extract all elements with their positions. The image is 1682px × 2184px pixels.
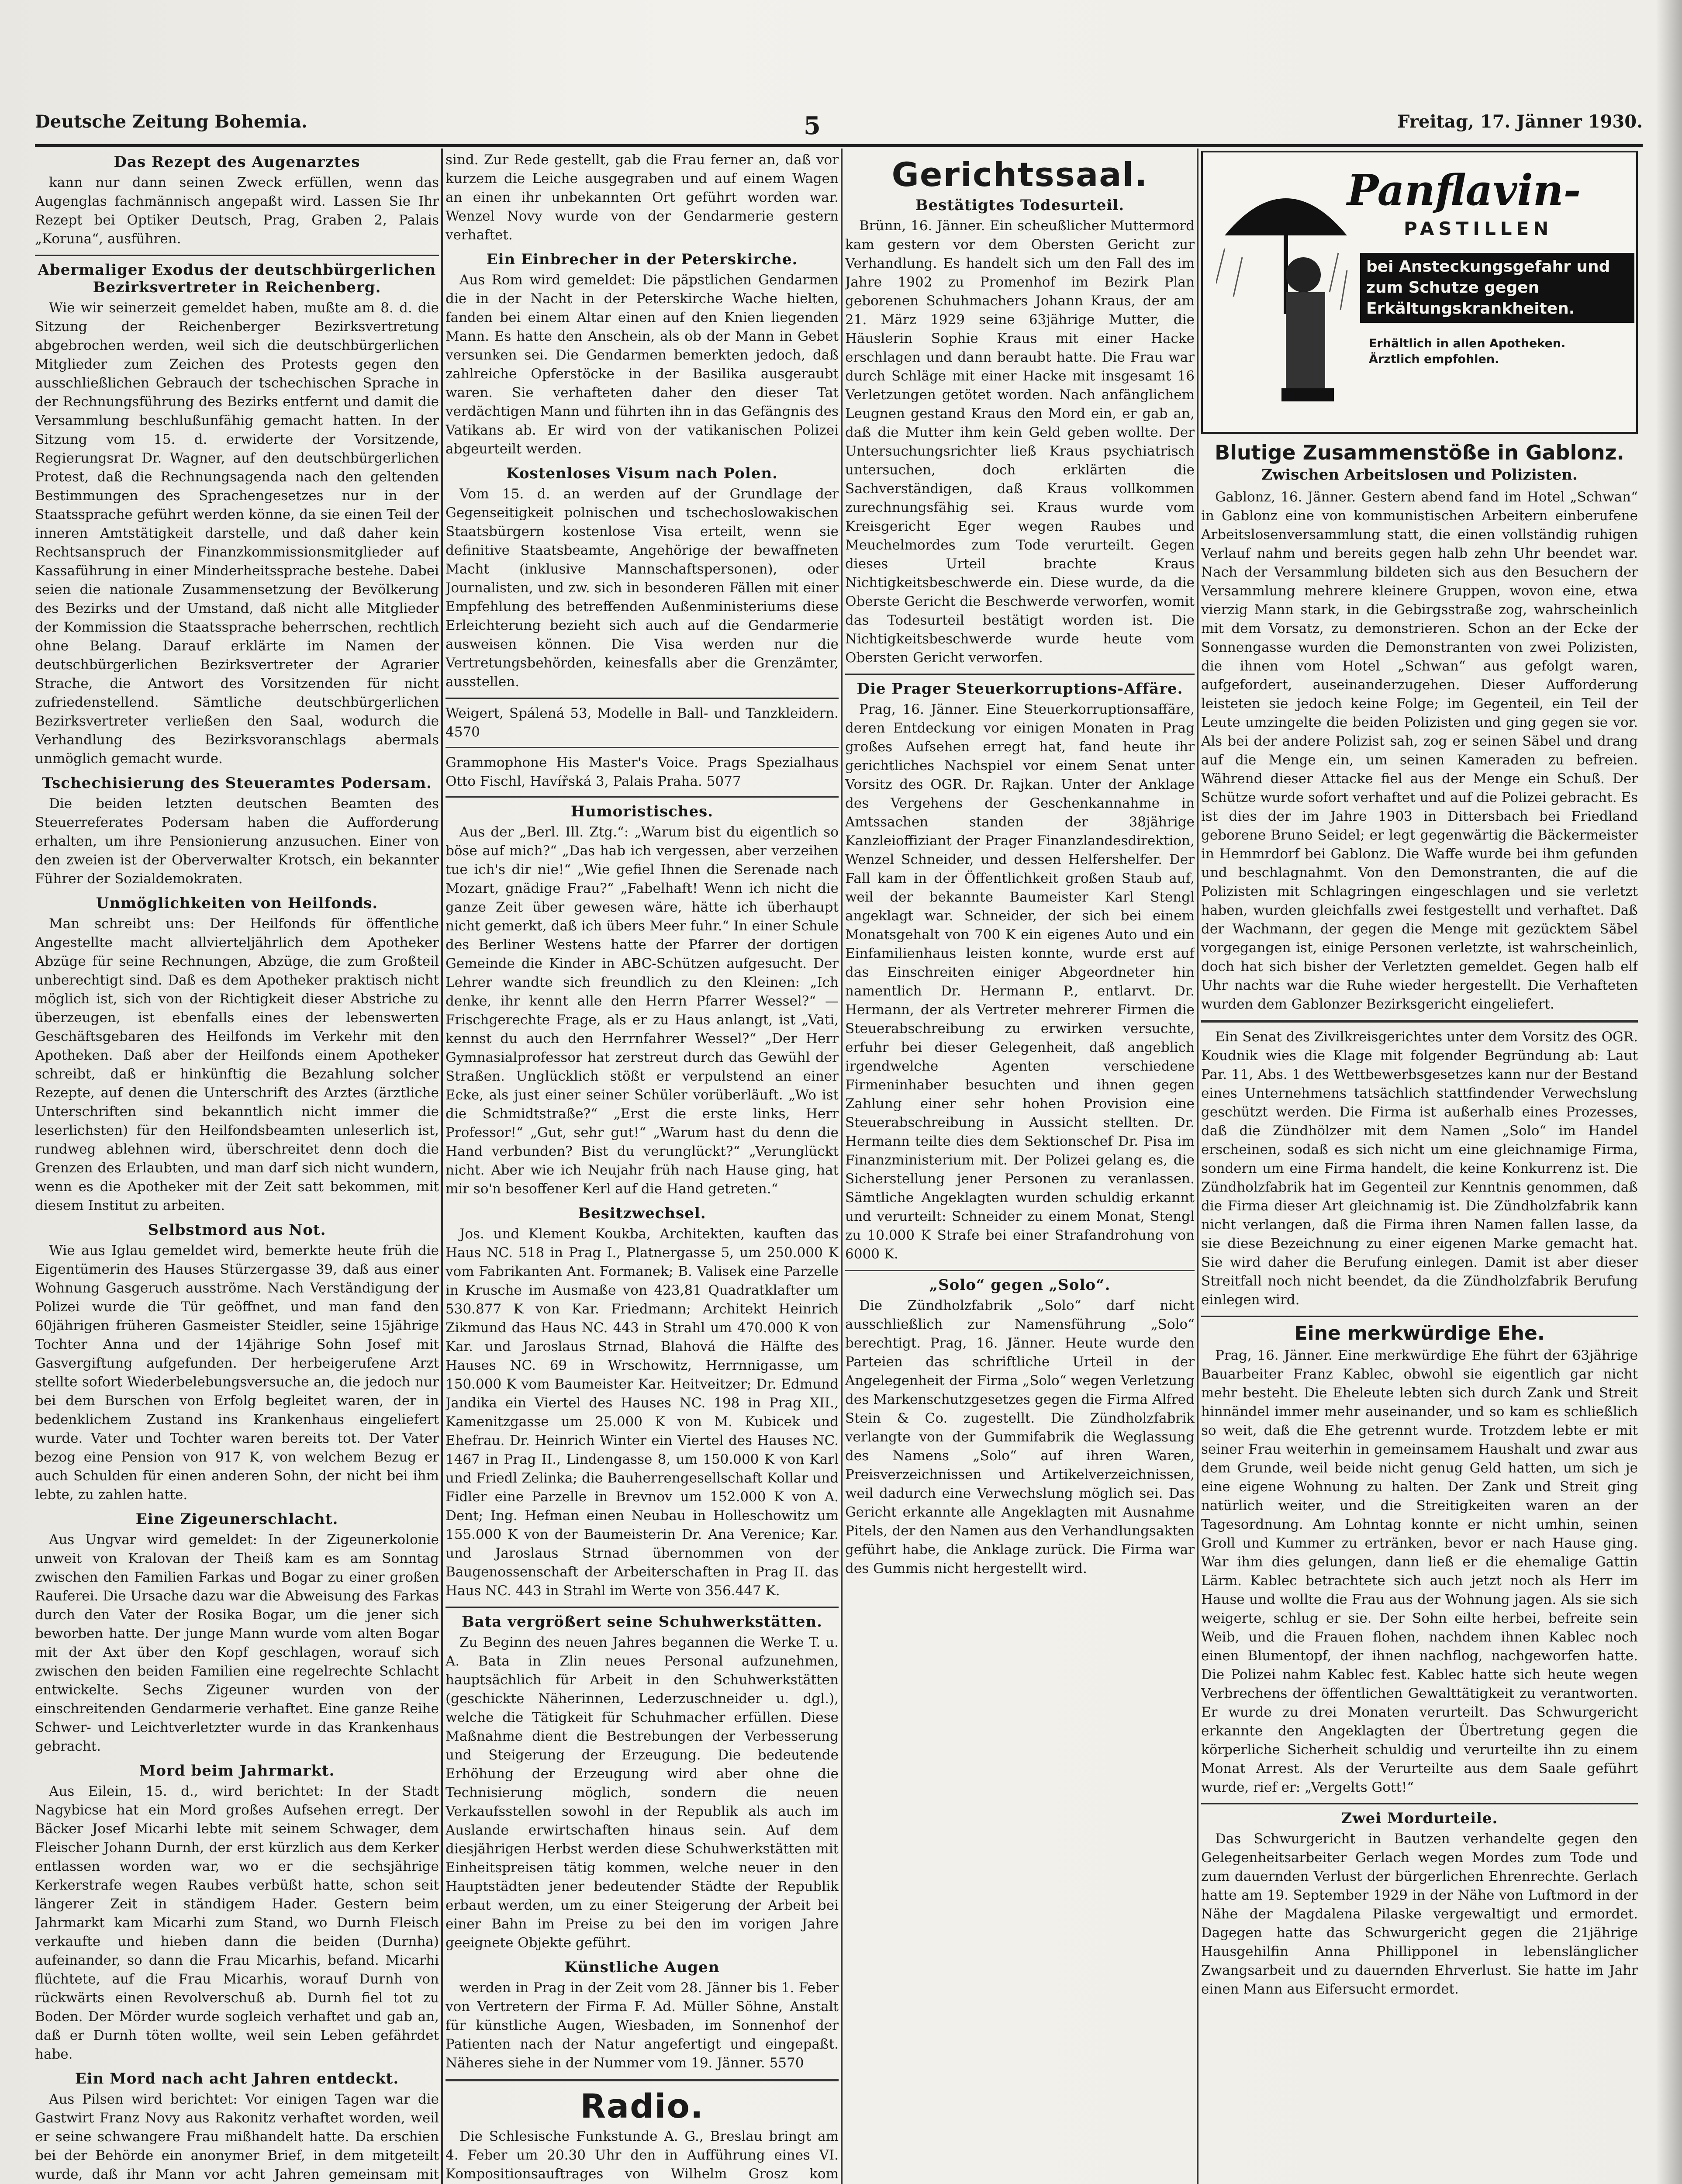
ad-product-type: PASTILLEN bbox=[1404, 218, 1553, 239]
article-text: Aus Ungvar wird gemeldet: In der Zigeunerkolonie unweit von Kralovan der Theiß kam es am Sonntag zwischen den Familien Farkas und Bogar zu einer großen Rauferei. Die Ursache dazu war die Abweisung des Farkas durch den Vater der Rosika Bogar, um die jener sich beworben hatte. Der junge Mann wurde vom alten Bogar mit der Axt über den Kopf geschlagen, worauf sich zwischen den beiden Familien eine regelrechte Schlacht entwickelte. Sechs Zigeuner wurden von der einschreitenden Gendarmerie verhaftet. Eine ganze Reihe Schwer- und Leichtverletzter wurde in das Krankenhaus gebracht. bbox=[35, 1532, 439, 1754]
article-text: Die Zündholzfabrik „Solo“ darf nicht ausschließlich zur Namensführung „Solo“ berechtigt. Prag, 16. Jänner. Heute wurde den Parteien das schriftliche Urteil in der Angelegenheit der Firma „Solo“ wegen Verletzung des Markenschutzgesetzes gegen die Firma Alfred Stein & Co. zugestellt. Die Zündholzfabrik verlangte von der Gummifabrik die Weglassung des Namens „Solo“ auf ihren Waren, Preisverzeichnissen und Artikelverzeichnissen, weil dadurch eine Verwechslung möglich sei. Das Gericht erkannte alle Angeklagten mit Ausnahme Pitels, der den Namen aus den Verhandlungsakten geführt habe, die Anklage zurück. Die Firma war des Gummis nicht hergestellt wird. bbox=[845, 1298, 1195, 1576]
article-text: Aus Pilsen wird berichtet: Vor einigen Tagen war die Gastwirt Franz Novy aus Rakonitz verhaftet worden, weil er seine schwangere Frau mißhandelt hatte. Da erschien bei der Behörde ein anonymer Brief, in dem mitgeteilt wurde, daß ihr Mann vor acht Jahren gemeinsam mit bbox=[35, 2091, 439, 2182]
article-title: Mord beim Jahrmarkt. bbox=[139, 1762, 335, 1780]
article-title: Bata vergrößert seine Schuhwerkstätten. bbox=[461, 1613, 823, 1631]
article bbox=[446, 151, 839, 245]
article-text: Die Schlesische Funkstunde A. G., Breslau bringt am 4. Feber um 20.30 Uhr den in Aufführung eines VI. Kompositionsauftrages von Wilhelm Grosz kom bbox=[446, 2129, 839, 2182]
article bbox=[845, 197, 1195, 667]
article-title: Zwei Mordurteile. bbox=[1341, 1810, 1498, 1827]
column-3 bbox=[845, 151, 1195, 2184]
gerichtssaal-heading: Gerichtssaal. bbox=[891, 155, 1148, 194]
article bbox=[1201, 488, 1638, 1014]
divider bbox=[446, 2079, 839, 2081]
article bbox=[1201, 1028, 1638, 1310]
masthead-left: Deutsche Zeitung Bohemia. bbox=[35, 111, 307, 132]
article bbox=[1201, 1810, 1638, 1999]
article-headline: Eine merkwürdige Ehe. bbox=[1294, 1322, 1545, 1344]
ad-brand-name: Panflavin- bbox=[1347, 166, 1581, 215]
header-rule bbox=[35, 144, 1643, 147]
column-rule-2 bbox=[841, 149, 843, 2184]
article bbox=[35, 895, 439, 1215]
article-text: Aus Rom wird gemeldet: Die päpstlichen Gendarmen die in der Nacht in der Peterskirche Wache hielten, fanden bei einem Altar einen auf den Knien liegenden Mann. Es hatte den Anschein, als ob der Mann in Gebet versunken sei. Die Gendarmen bemerkten jedoch, daß zahlreiche Opferstöcke in der Basilika ausgeraubt waren. Sie verhafteten daher den dieser Tat verdächtigen Mann und führten ihn in das Gefängnis des Vatikans ab. Er wird von der vatikanischen Polizei abgeurteilt werden. bbox=[446, 272, 839, 457]
classified-ad: Weigert, Spálená 53, Modelle in Ball- und Tanzkleidern. 4570 bbox=[446, 705, 839, 740]
article-text: Vom 15. d. an werden auf der Grundlage der Gegenseitigkeit polnischen und tschechoslowakischen Staatsbürgern kostenlose Visa erteilt, wenn sie definitive Staatsbeamte, Angehörige der bewaffneten Macht (inklusive Mannschaftspersonen), oder Journalisten, und zw. sich in besonderen Fällen mit einer Empfehlung des betreffenden Außenministeriums diese Erleichterung bezieht sich auch auf die Gendarmerie ausweisen können. Die Visa werden nur die Vertretungsbehörden, keinesfalls aber die Grenzämter, ausstellen. bbox=[446, 486, 839, 690]
article bbox=[35, 153, 439, 249]
radio-article bbox=[446, 2127, 839, 2184]
article-text: Ein Senat des Zivilkreisgerichtes unter dem Vorsitz des OGR. Koudnik wies die Klage mit folgender Begründung ab: Laut Par. 11, Abs. 1 des Wettbewerbsgesetzes kann nur der Bestand eines Unternehmens tatsächlich stattfindender Verwechslung geschützt werden. Die Firma ist außerhalb eines Prozesses, daß die Zündhölzer mit dem Namen „Solo“ im Handel erscheinen, sodaß es sich nicht um eine gleichnamige Firma, sondern um eine Firma handelt, die keine Konkurrenz ist. Die Zündholzfabrik hat im Gegenteil zur Kenntnis genommen, daß die Firma dieser Art gleichnamig ist. Die Zündholzfabrik kann nicht verlangen, daß die Firma ihren Namen fallen lasse, da sie diese Bezeichnung zu einer eigenen Marke gemacht hat. Sie wird daher die Berufung einlegen. Damit ist aber dieser Streitfall noch nicht beendet, da die Zündholzfabrik Berufung einlegen wird. bbox=[1201, 1029, 1638, 1308]
article bbox=[446, 465, 839, 691]
panflavin-advertisement bbox=[1201, 151, 1638, 434]
page-fold-shadow bbox=[1656, 0, 1682, 2184]
article-text: Aus der „Berl. Ill. Ztg.“: „Warum bist du eigentlich so böse auf mich?“ „Das hab ich vergessen, aber verzeihen tue ich's dir nie!“ „Wie gefiel Ihnen die Serenade nach Mozart, gnädige Frau?“ „Fabelhaft! Wenn ich nicht die ganze Zeit über gewesen wäre, hätte ich überhaupt nicht gemerkt, daß ich übers Meer fuhr.“ In einer Schule des Berliner Westens hatte der Pfarrer der dortigen Gemeinde die Kinder in ABC-Schützen aufgesucht. Der Lehrer wandte sich freundlich zu den Kleinen: „Ich denke, ihr kennt alle den Herrn Pfarrer Wessel?“ — Frischgerechte Frage, als er zu Haus anlangt, ist „Vati, kennst du auch den Herrnfahrer Wessel?“ „Der Herr Gymnasialprofessor hat zerstreut durch das Gewühl der Straßen. Unglücklich stößt er verpulstend an einer Ecke, als just einer seiner Schüler vorüberläuft. „Wo ist die Schmidtstraße?“ „Erst die erste links, Herr Professor!“ „Gut, sehr gut!“ „Warum hast du denn die Hand verbunden? Bist du verunglückt?“ „Verunglückt nicht. Aber wie ich Neujahr früh nach Hause ging, hat mir so'n besoffener Kerl auf die Hand getreten.“ bbox=[446, 824, 839, 1197]
article-title: Ein Mord nach acht Jahren entdeckt. bbox=[75, 2070, 399, 2087]
article-text: Wie aus Iglau gemeldet wird, bemerkte heute früh die Eigentümerin des Hauses Stürzergasse 39, daß aus einer Wohnung Gasgeruch ausströme. Nach Verständigung der Polizei wurde die Tür geöffnet, und man fand den 60jährigen früheren Gasmeister Steidler, seine 15jährige Tochter Anna und der 14jährige Sohn Josef mit Gasvergiftung aufgefunden. Der herbeigerufene Arzt stellte sofort Wiederbelebungsversuche an, die jedoch nur bei dem Burschen von Erfolg begleitet waren, der in bedenklichem Zustand ins Krankenhaus eingeliefert wurde. Vater und Tochter waren bereits tot. Der Vater bezog eine Pension von 917 K, von welchem Bezug er auch Schulden für einen anderen Sohn, der nicht bei ihm lebte, zu zahlen hatte. bbox=[35, 1243, 439, 1503]
article bbox=[446, 803, 839, 1199]
article-text: Aus Eilein, 15. d., wird berichtet: In der Stadt Nagybicse hat ein Mord großes Aufsehen erregt. Der Bäcker Josef Micarhi lebte mit seinem Schwager, dem Fleischer Johann Durnh, der erst kürzlich aus dem Kerker entlassen worden war, wo er die sechsjährige Kerkerstrafe wegen Raubes verbüßt hatte, schon seit längerer Zeit in ständigem Hader. Gestern beim Jahrmarkt kam Micarhi zum Stand, wo Durnh Fleisch verkaufte und hieben dann die beiden (Durnha) aufeinander, so dann die Frau Micarhis, befand. Micarhi flüchtete, auf die Frau Micarhis, worauf Durnh von rückwärts einen Revolverschuß ab. Durnh fiel tot zu Boden. Der Mörder wurde sogleich verhaftet und gab an, daß er Durnh töten wollte, weil sein Leben gefährdet habe. bbox=[35, 1783, 439, 2062]
article-title: Das Rezept des Augenarztes bbox=[114, 153, 360, 171]
divider bbox=[845, 1270, 1195, 1271]
article-title: Tschechisierung des Steueramtes Podersam. bbox=[42, 774, 432, 792]
umbrella-figure-illustration bbox=[1216, 170, 1356, 415]
article bbox=[1201, 1346, 1638, 1797]
article-text: kann nur dann seinen Zweck erfüllen, wenn das Augenglas fachmännisch angepaßt wird. Lassen Sie Ihr Rezept bei Optiker Deutsch, Prag, Graben 2, Palais „Koruna“, ausführen. bbox=[35, 175, 439, 247]
article-text: Jos. und Klement Koukba, Architekten, kauften das Haus NC. 518 in Prag I., Platnergasse 5, um 250.000 K vom Fabrikanten Ant. Formanek; B. Valisek eine Parzelle in Krusche im Ausmaße von 423,81 Quadratklafter um 530.877 K von Kar. Friedmann; Architekt Heinrich Zikmund das Haus NC. 443 in Strahl um 470.000 K von Kar. und Jaroslaus Strnad, Blahová die Hälfte des Hauses NC. 69 in Wrschowitz, Herrnnigasse, um 150.000 K vom Baumeister Kar. Heitveitzer; Dr. Edmund Jandika ein Viertel des Hauses NC. 198 in Prag XII., Kamenitzgasse um 25.000 K von M. Kubicek und Ehefrau. Dr. Heinrich Winter ein Viertel des Hauses NC. 1467 in Prag II., Lindengasse 8, um 150.000 K von Karl und Friedl Zelinka; die Bauherrengesellschaft Kollar und Fidler eine Parzelle in Brevnov um 152.000 K von A. Dent; Ing. Hefman einen Neubau in Holleschowitz um 155.000 K von der Baumeisterin Dr. Ana Verenice; Kar. und Jaroslaus Strnad übernommen von der Baugenossenschaft der Arbeiterschaften in Prag II. das Haus NC. 443 in Strahl im Werte von 356.447 K. bbox=[446, 1226, 839, 1599]
divider bbox=[35, 255, 439, 256]
divider bbox=[446, 796, 839, 798]
article-title: Unmöglichkeiten von Heilfonds. bbox=[96, 895, 378, 912]
article-title: Abermaliger Exodus der deutschbürgerlichen Bezirksvertreter in Reichenberg. bbox=[38, 261, 436, 296]
divider bbox=[845, 674, 1195, 675]
column-1 bbox=[35, 151, 439, 2184]
divider bbox=[446, 698, 839, 699]
ad-availability: Erhältlich in allen Apotheken. Ärztlich empfohlen. bbox=[1369, 337, 1566, 366]
article-title: „Solo“ gegen „Solo“. bbox=[929, 1276, 1111, 1294]
article-text: Man schreibt uns: Der Heilfonds für öffentliche Angestellte macht allvierteljährlich dem Apotheker Abzüge für seine Rechnungen, Abzüge, die zum Großteil unberechtigt sind. Daß es dem Apotheker praktisch nicht möglich ist, sich von der Richtigkeit dieser Abstriche zu überzeugen, ist ebenfalls eines der lebenswerten Geschäftsgebaren des Heilfonds im Verkehr mit den Apotheken. Daß aber der Heilfonds einem Apotheker schreibt, daß er hinkünftig die Bezahlung solcher Rezepte, auf denen die Unterschrift des Arztes (ärztliche Unterschriften sind bekanntlich nicht immer die leserlichsten) für den Heilfondsbeamten unleserlich ist, rundweg ablehnen wird, überschreitet denn doch die Grenzen des Erlaubten, und man darf sich nicht wundern, wenn es die Apotheker mit der Zeit satt bekommen, mit diesem Institut zu arbeiten. bbox=[35, 916, 439, 1213]
article-title: Selbstmord aus Not. bbox=[148, 1221, 326, 1239]
article-title: Eine Zigeunerschlacht. bbox=[135, 1510, 338, 1528]
article-text: werden in Prag in der Zeit vom 28. Jänner bis 1. Feber von Vertretern der Firma F. Ad. Müller Söhne, Anstalt für künstliche Augen, Wiesbaden, im Sonnenhof der Patienten nach der Natur angefertigt und eingepaßt. Näheres siehe in der Nummer vom 19. Jänner. 5570 bbox=[446, 1980, 839, 2071]
article bbox=[845, 1276, 1195, 1578]
article-title: Ein Einbrecher in der Peterskirche. bbox=[486, 251, 798, 268]
article bbox=[35, 261, 439, 768]
article bbox=[35, 1762, 439, 2064]
article-text: Gablonz, 16. Jänner. Gestern abend fand im Hotel „Schwan“ in Gablonz eine von kommunistischen Arbeitern einberufene Arbeitslosenversammlung statt, die einen vollständig ruhigen Verlauf nahm und bereits gegen halb zehn Uhr beendet war. Nach der Versammlung bildeten sich aus den Besuchern der Versammlung mehrere kleinere Gruppen, wovon eine, etwa vierzig Mann stark, in die Gebirgsstraße zog, wahrscheinlich mit dem Vorsatz, zu demonstrieren. Schon an der Ecke der Sonnengasse wurden die Demonstranten von zwei Polizisten, die ihnen vom Hotel „Schwan“ aus gefolgt waren, aufgefordert, auseinanderzugehen. Dieser Aufforderung leisteten sie jedoch keine Folge; im Gegenteil, ein Teil der Leute umzingelte die beiden Polizisten und ging gegen sie vor. Als bei der andere Polizist sah, zog er seinen Säbel und drang auf die Menge ein, um seinen Kameraden zu befreien. Während dieser Attacke fiel aus der Menge ein Schuß. Der Schütze wurde sofort verhaftet und auf die Polizei gebracht. Es ist dies der im Jahre 1903 in Dittersbach bei Friedland geborene Bruno Seidel; er legt gegenwärtig die Bäckermeister in Hemmrdorf bei Gablonz. Die Waffe wurde bei ihm gefunden und beschlagnahmt. Von den Demonstranten, die auf die Polizisten mit Schlagringen eingeschlagen und sie verletzt haben, wurden gleichfalls zwei festgestellt und verhaftet. Daß der Wachmann, der gegen die Menge mit gezücktem Säbel vorgegangen ist, einige Personen verletzte, ist wahrscheinlich, doch hat sich bisher der Verletzten gemeldet. Gegen halb elf Uhr nachts war die Ruhe wieder hergestellt. Die Verhafteten wurden dem Gablonzer Bezirksgericht eingeliefert. bbox=[1201, 489, 1638, 1012]
ad-tagline: bei Ansteckungsgefahr und zum Schutze gegen Erkältungskrankheiten. bbox=[1360, 253, 1634, 323]
page-header bbox=[35, 111, 1643, 142]
article bbox=[35, 2070, 439, 2184]
issue-date: Freitag, 17. Jänner 1930. bbox=[1397, 111, 1643, 132]
divider bbox=[1201, 1020, 1638, 1023]
article-title: Humoristisches. bbox=[570, 803, 714, 820]
column-2 bbox=[446, 151, 839, 2184]
article-text: Prag, 16. Jänner. Eine merkwürdige Ehe führt der 63jährige Bauarbeiter Franz Kablec, obwohl sie eigentlich gar nicht mehr besteht. Die Eheleute lebten sich durch Zank und Streit hinnändel immer mehr auseinander, und so kam es schließlich so weit, daß die Ehe getrennt wurde. Trotzdem lebte er mit seiner Frau weiterhin in gemeinsamem Haushalt und zwar aus dem Grunde, weil beide nicht genug Geld hatten, um sich je eine eigene Wohnung zu halten. Der Zank und Streit ging natürlich weiter, und die Streitigkeiten waren an der Tagesordnung. Am Lohntag konnte er nicht umhin, seinen Groll und Kummer zu ertränken, bevor er nach Hause ging. War ihm dies gelungen, dann ließ er die ehemalige Gattin Lärm. Kablec betrachtete sich auch jetzt noch als Herr im Hause und wollte die Frau aus der Wohnung jagen. Als sie sich weigerte, schlug er sie. Der Sohn eilte herbei, befreite sein Weib, und die Frauen flohen, nachdem ihnen Kablec noch einen Blumentopf, der ihnen nachflog, nachgeworfen hatte. Die Polizei nahm Kablec fest. Kablec hatte sich heute wegen Verbrechens der öffentlichen Gewalttätigkeit zu verantworten. Er wurde zu drei Monaten verurteilt. Das Schwurgericht erkannte den Angeklagten der Übertretung gegen die körperliche Sicherheit schuldig und verurteilte ihn zu einem Monat Arrest. Als der Verurteilte aus dem Saale geführt wurde, rief er: „Vergelts Gott!“ bbox=[1201, 1348, 1638, 1795]
article bbox=[446, 1205, 839, 1600]
classified-ad: Grammophone His Master's Voice. Prags Spezialhaus Otto Fischl, Havířská 3, Palais Praha. 5077 bbox=[446, 755, 839, 789]
article-text: Prag, 16. Jänner. Eine Steuerkorruptionsaffäre, deren Entdeckung vor einigen Monaten in Prag großes Aufsehen erregt hat, fand heute ihr gerichtliches Nachspiel vor einem Senat unter Vorsitz des OGR. Dr. Rajkan. Unter der Anklage des Vergehens der Geschenkannahme in Amtssachen standen der 38jährige Kanzleioffiziant der Prager Finanzlandesdirektion, Wenzel Schneider, und dessen Helfershelfer. Der Fall kam in der Öffentlichkeit großen Staub auf, weil der bekannte Baumeister Karl Stengl angeklagt war. Schneider, der sich bei einem Monatsgehalt von 700 K ein eigenes Auto und ein Einfamilienhaus leisten konnte, wurde erst auf das Einschreiten einiger Abgeordneter hin namentlich Dr. Hermann P., entlarvt. Dr. Hermann, der als Vertreter mehrerer Firmen die Steuerabschreibung zu erwirken versuchte, erfuhr bei dieser Gelegenheit, daß angeblich irgendwelche Agenten verschiedene Firmeninhaber besuchten und ihnen gegen Zahlung einer sehr hohen Provision eine Steuerabschreibung in Aussicht stellten. Dr. Hermann teilte dies dem Sektionschef Dr. Pisa im Finanzministerium mit. Der Polizei gelang es, die Sicherstellung jener Personen zu veranlassen. Sämtliche Angeklagten wurden schuldig erkannt und verurteilt: Schneider zu einem Monat, Stengl zu 10.000 K Strafe bei einer Strafandrohung von 6000 K. bbox=[845, 702, 1195, 1262]
article-title: Kostenloses Visum nach Polen. bbox=[506, 465, 778, 482]
article-text: Wie wir seinerzeit gemeldet haben, mußte am 8. d. die Sitzung der Reichenberger Bezirksvertretung abgebrochen werden, weil sich die deutschbürgerlichen Mitglieder zum Zeichen des Protests gegen den ausschließlichen Gebrauch der tschechischen Sprache in der Rechnungsführung des Bezirks entfernt und damit die Versammlung beschlußunfähig gemacht hatten. In der Sitzung vom 15. d. erwiderte der Vorsitzende, Regierungsrat Dr. Wagner, auf den deutschbürgerlichen Protest, daß die Rechnungsagenda nach den geltenden Bestimmungen des Sprachengesetzes nur in der Staatssprache geführt werden könne, da sie einen Teil der inneren Amtstätigkeit darstelle, und daß daher kein Rechtsanspruch der Finanzkommissionsmitglieder auf Kassaführung in einer Minderheitssprache bestehe. Dabei seien die nationale Zusammensetzung der Bevölkerung des Bezirks und der Umstand, daß nicht alle Mitglieder der Kommission die Staatssprache beherrschen, rechtlich ohne Belang. Darauf erklärte im Namen der deutschbürgerlichen Bezirksvertreter der Agrarier Strache, die Antwort des Vorsitzenden für nicht zufriedenstellend. Sämtliche deutschbürgerlichen Bezirksvertreter verließen den Saal, wodurch die Verhandlung des Bezirksvoranschlags abermals unmöglich gemacht wurde. bbox=[35, 300, 439, 767]
article bbox=[446, 1959, 839, 2073]
column-4 bbox=[1201, 151, 1638, 2184]
article-title: Die Prager Steuerkorruptions-Affäre. bbox=[857, 680, 1183, 698]
article-text: Brünn, 16. Jänner. Ein scheußlicher Muttermord kam gestern vor dem Obersten Gericht zur Verhandlung. Es handelt sich um den Fall des im Jahre 1902 zu Promenhof im Bezirk Plan geborenen Schuhmachers Johann Kraus, der am 21. März 1929 seine 63jährige Mutter, die Häuslerin Sophie Kraus mit einer Hacke erschlagen und dann beraubt hatte. Die Frau war durch Schläge mit einer Hacke mit insgesamt 16 Verletzungen getötet worden. Nach anfänglichem Leugnen gestand Kraus den Mord ein, er gab an, daß die Mutter ihm kein Geld geben wollte. Der Untersuchungsrichter ließ Kraus psychiatrisch untersuchen, doch erklärten die Sachverständigen, daß Kraus vollkommen zurechnungsfähig sei. Kraus wurde vom Kreisgericht Eger wegen Raubes und Meuchelmordes zum Tode verurteilt. Gegen dieses Urteil brachte Kraus Nichtigkeitsbeschwerde ein. Diese wurde, da die Oberste Gericht die Beschwerde verworfen, womit das Todesurteil bestätigt worden ist. Die Nichtigkeitsbeschwerde wurde heute vom Obersten Gericht verworfen. bbox=[845, 218, 1195, 666]
divider bbox=[1201, 1803, 1638, 1804]
article-title: Bestätigtes Todesurteil. bbox=[915, 197, 1125, 214]
divider bbox=[446, 1607, 839, 1608]
article-subheadline: Zwischen Arbeitslosen und Polizisten. bbox=[1261, 466, 1578, 484]
article-text: Zu Beginn des neuen Jahres begannen die Werke T. u. A. Bata in Zlin neues Personal aufzunehmen, hauptsächlich für Arbeit in den Schuhwerkstätten (geschickte Näherinnen, Lederzuschneider u. dgl.), welche die Tätigkeit für Schuhmacher erfüllen. Diese Maßnahme dient die Bestrebungen der Verbesserung und Steigerung der Erzeugung. Die bedeutende Erhöhung der Erzeugung wird aber ohne die Technisierung möglich, sondern die neuen Verkaufsstellen sowohl in der Republik als auch im Auslande erwirtschaften hinaus sein. Auf dem diesjährigen Herbst werden diese Schuhwerkstätten mit Einheitspreisen tätig kommen, welche neuer in den Hauptstädten jener bedeutender Städte der Republik erbaut werden, um zu einer Steigerung der Arbeit bei einer Bahn im Preise zu bei den im vorigen Jahre geeignete Objekte geführt. bbox=[446, 1635, 839, 1951]
article bbox=[35, 774, 439, 888]
divider bbox=[1201, 1316, 1638, 1317]
page-number: 5 bbox=[804, 111, 821, 140]
article bbox=[446, 1613, 839, 1952]
radio-heading: Radio. bbox=[580, 2087, 704, 2125]
divider bbox=[446, 747, 839, 748]
article-headline: Blutige Zusammenstöße in Gablonz. bbox=[1215, 441, 1624, 464]
article-title: Besitzwechsel. bbox=[578, 1205, 706, 1222]
article-title: Künstliche Augen bbox=[564, 1959, 720, 1976]
column-rule-3 bbox=[1197, 149, 1198, 2184]
column-rule-1 bbox=[441, 149, 443, 2184]
article-text: sind. Zur Rede gestellt, gab die Frau ferner an, daß vor kurzem die Leiche ausgegraben und auf einem Wagen an einen ihr unbekannten Ort geführt worden war. Wenzel Novy wurde von der Gendarmerie gestern verhaftet. bbox=[446, 152, 839, 243]
article bbox=[845, 680, 1195, 1264]
article bbox=[446, 251, 839, 459]
article bbox=[35, 1221, 439, 1504]
article-text: Das Schwurgericht in Bautzen verhandelte gegen den Gelegenheitsarbeiter Gerlach wegen Mordes zum Tode und zum dauernden Verlust der bürgerlichen Ehrenrechte. Gerlach hatte am 19. September 1929 in der Nähe von Luftmord in der Nähe der Magdalena Pilaske vergewaltigt und ermordet. Dagegen hatte das Schwurgericht gegen die 21jährige Hausgehilfin Anna Phillipponel in lebenslänglicher Zwangsarbeit und zu dauernden Ehrverlust. Sie hatte im Jahr einen Mann aus Eifersucht ermordet. bbox=[1201, 1831, 1638, 1997]
article-text: Die beiden letzten deutschen Beamten des Steuerreferates Podersam haben die Aufforderung erhalten, um ihre Pensionierung anzusuchen. Einer von den zweien ist der Oberverwalter Krotsch, ein bekannter Führer der Sozialdemokraten. bbox=[35, 796, 439, 887]
article bbox=[35, 1510, 439, 1756]
